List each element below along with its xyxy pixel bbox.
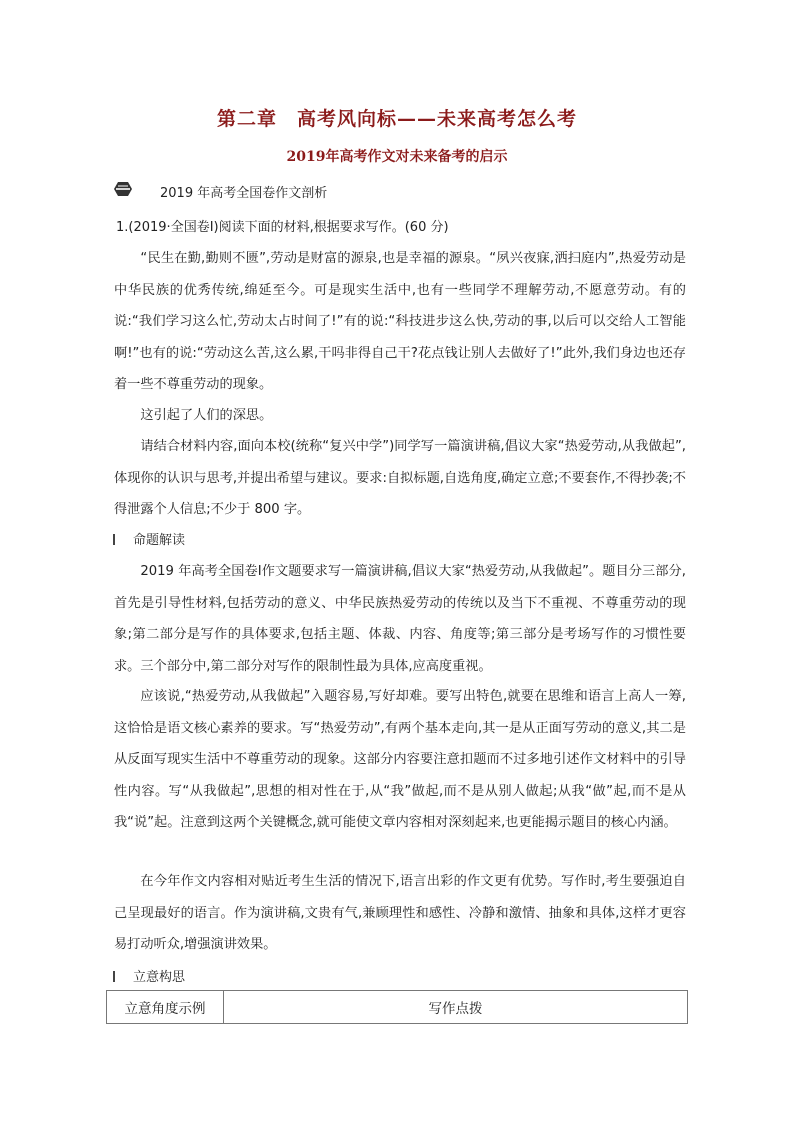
material-paragraph: “民生在勤,勤则不匮”,劳动是财富的源泉,也是幸福的源泉。“夙兴夜寐,洒扫庭内”,热爱劳动是中华民族的优秀传统,绵延至今。可是现实生活中,也有一些同学不理解劳动,不愿意劳动。有的说:“我们学习这么忙,劳动太占时间了!”有的说:“科技进步这么快,劳动的事,以后可以交给人工智能啊!”也有的说:“劳动这么苦,这么累,干吗非得自己干?花点钱让别人去做好了!”此外,我们身边也还存着一些不尊重劳动的现象。	[114, 251, 686, 392]
bar-marker-icon	[113, 971, 115, 982]
analysis-paragraph: 在今年作文内容相对贴近考生生活的情况下,语言出彩的作文更有优势。写作时,考生要强迫自己呈现最好的语言。作为演讲稿,文贵有气,兼顾理性和感性、冷静和激情、抽象和具体,这样才更容易打动听众,增强演讲效果。	[114, 874, 686, 952]
analysis-paragraph: 应该说,“热爱劳动,从我做起”入题容易,写好却难。要写出特色,就要在思维和语言上高人一筹,这恰恰是语文核心素养的要求。写“热爱劳动”,有两个基本走向,其一是从正面写劳动的意义,其二是从反面写现实生活中不尊重劳动的现象。这部分内容要注意扣题而不过多地引述作文材料中的引导性内容。写“从我做起”,思想的相对性在于,从“我”做起,而不是从别人做起;从我“做”起,而不是从我“说”起。注意到这两个关键概念,就可能使文章内容相对深刻起来,也更能揭示题目的核心内涵。	[114, 689, 686, 830]
chapter-subtitle: 2019年高考作文对未来备考的启示	[286, 149, 508, 165]
table-header-cell: 立意角度示例	[107, 991, 224, 1024]
idea-heading	[113, 966, 185, 985]
bar-marker-icon	[113, 534, 115, 545]
idea-heading-text: 立意构思	[133, 970, 186, 985]
chapter-title: 第二章 高考风向标——未来高考怎么考	[216, 108, 577, 130]
table-header-cell: 写作点拨	[224, 991, 688, 1024]
section-heading-text: 2019 年高考全国卷作文剖析	[160, 186, 328, 201]
material-paragraph: 这引起了人们的深思。	[140, 408, 273, 423]
analysis-heading-text: 命题解读	[133, 533, 186, 548]
question-line: 1.(2019·全国卷Ⅰ)阅读下面的材料,根据要求写作。(60 分)	[116, 220, 449, 235]
requirement-paragraph: 请结合材料内容,面向本校(统称“复兴中学”)同学写一篇演讲稿,倡议大家“热爱劳动,从我做起”,体现你的认识与思考,并提出希望与建议。要求:自拟标题,自选角度,确定立意;不要套作,不得抄袭;不得泄露个人信息;不少于 800 字。	[114, 439, 686, 517]
idea-table	[106, 990, 688, 1024]
table-header-row	[107, 991, 688, 1024]
analysis-paragraph: 2019 年高考全国卷Ⅰ作文题要求写一篇演讲稿,倡议大家“热爱劳动,从我做起”。题目分三部分,首先是引导性材料,包括劳动的意义、中华民族热爱劳动的传统以及当下不重视、不尊重劳动的现象;第二部分是写作的具体要求,包括主题、体裁、内容、角度等;第三部分是考场写作的习惯性要求。三个部分中,第二部分对写作的限制性最为具体,应高度重视。	[114, 564, 686, 674]
hexagon-book-icon	[114, 181, 132, 197]
analysis-heading	[113, 529, 185, 548]
